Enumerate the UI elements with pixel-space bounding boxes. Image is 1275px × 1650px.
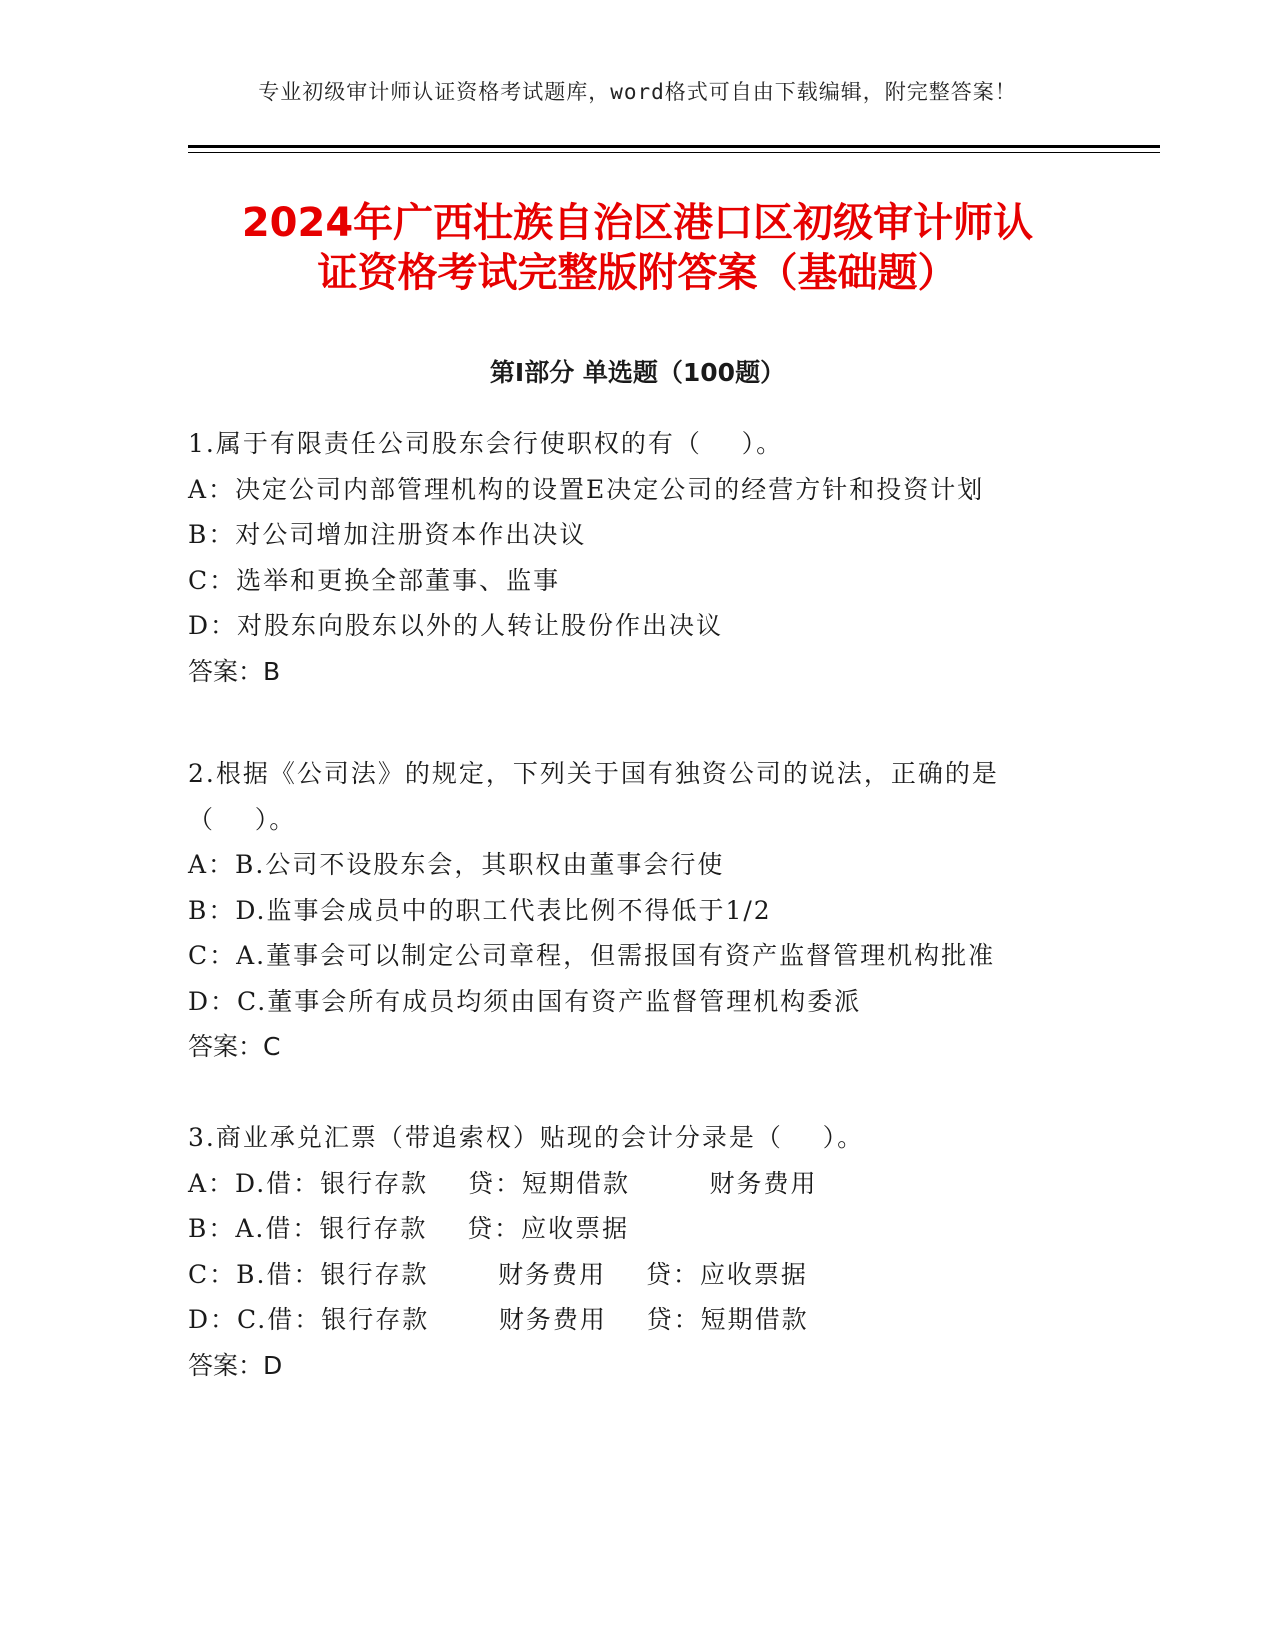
option-b: B：A.借：银行存款 贷：应收票据	[188, 1214, 630, 1243]
title-line-2: 证资格考试完整版附答案（基础题）	[317, 250, 958, 296]
option-b: B：D.监事会成员中的职工代表比例不得低于1/2	[188, 895, 772, 925]
question-stem: 2.根据《公司法》的规定，下列关于国有独资公司的说法，正确的是	[188, 759, 999, 788]
option-c: C：选举和更换全部董事、监事	[188, 565, 561, 595]
answer: 答案：B	[188, 656, 281, 686]
question-3	[188, 1115, 1088, 1388]
document-title	[150, 198, 1125, 298]
header-rule-thick	[188, 145, 1160, 148]
header-rule-thin	[188, 152, 1160, 153]
option-d: D：对股东向股东以外的人转让股份作出决议	[188, 611, 724, 640]
option-a: A：决定公司内部管理机构的设置E决定公司的经营方针和投资计划	[188, 474, 985, 504]
question-stem: 1.属于有限责任公司股东会行使职权的有（ ）。	[188, 429, 784, 458]
option-a: A：B.公司不设股东会，其职权由董事会行使	[188, 850, 725, 879]
option-b: B：对公司增加注册资本作出决议	[188, 520, 587, 549]
section-heading: 第Ⅰ部分 单选题（100题）	[489, 358, 786, 387]
answer: 答案：D	[188, 1350, 283, 1380]
question-stem-continued: （ ）。	[188, 804, 297, 834]
option-c: C：A.董事会可以制定公司章程，但需报国有资产监督管理机构批准	[188, 941, 996, 970]
option-d: D：C.董事会所有成员均须由国有资产监督管理机构委派	[188, 986, 862, 1016]
option-d: D：C.借：银行存款 财务费用 贷：短期借款	[188, 1305, 809, 1334]
question-2	[188, 751, 1088, 1070]
answer: 答案：C	[188, 1032, 281, 1061]
question-1	[188, 421, 1088, 694]
title-line-1: 2024年广西壮族自治区港口区初级审计师认	[241, 200, 1034, 246]
option-a: A：D.借：银行存款 贷：短期借款 财务费用	[188, 1168, 818, 1198]
question-stem: 3.商业承兑汇票（带追索权）贴现的会计分录是（ ）。	[188, 1123, 865, 1152]
option-c: C：B.借：银行存款 财务费用 贷：应收票据	[188, 1259, 808, 1289]
page-header: 专业初级审计师认证资格考试题库，word格式可自由下载编辑，附完整答案！	[258, 80, 1017, 104]
